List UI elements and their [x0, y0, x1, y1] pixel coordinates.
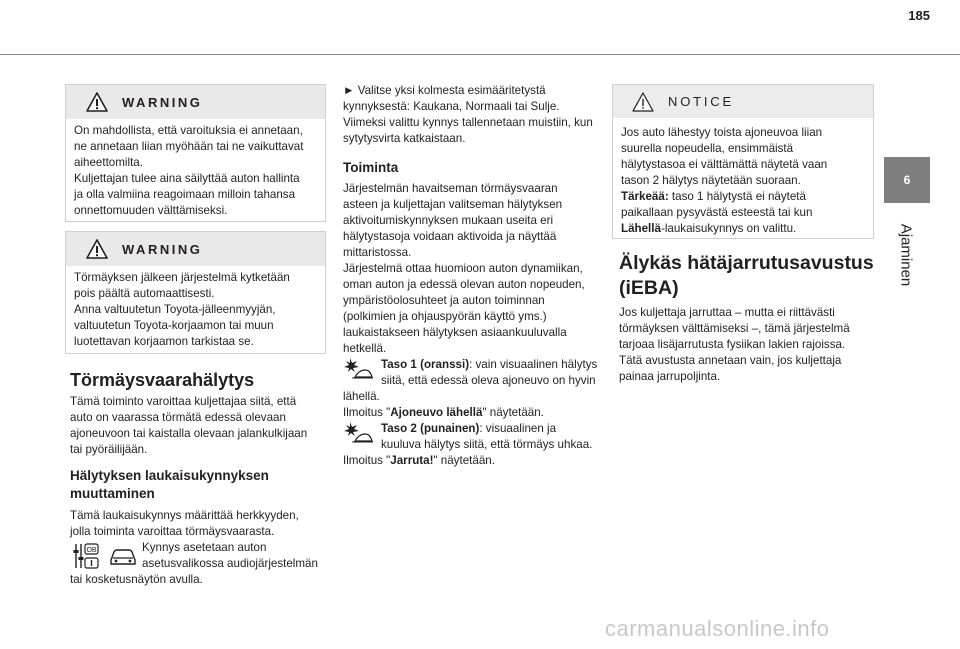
page-number: 185 [908, 8, 930, 23]
notice-heading: NOTICE [668, 94, 734, 109]
collision-warning-icon [343, 357, 373, 379]
notice-header [613, 85, 873, 118]
section-intro: Tämä toiminto varoittaa kuljettajaa siitä, että auto on vaarassa törmätä edessä olevaan ajoneuvoon tai kaistalla olevaan jalankulkijaan tai pyöräilijään. [70, 395, 308, 456]
subsection-title: Hälytyksen laukaisukynnyksen muuttaminen [70, 468, 269, 501]
level-1-description: Taso 1 (oranssi): vain visuaalinen hälytys siitä, että edessä oleva ajoneuvo on hyvin lähellä. Ilmoitus "Ajoneuvo lähellä" näytetään. [343, 358, 598, 419]
middle-column [343, 83, 605, 469]
warning-heading: WARNING [122, 241, 203, 257]
warning-triangle-icon [86, 92, 108, 112]
header-divider [0, 54, 960, 55]
operation-text: Järjestelmän havaitseman törmäysvaaran asteen ja kuljettajan valitseman hälytyksen aktivoitumiskynnyksen mukaan useita eri hälytystasoja voidaan aktivoida ja näyttää mittaristossa. Järjestelmä ottaa huomioon auton dynamiikan, oman auton ja edessä olevan auton nopeuden, ympäristöolosuhteet ja auton toiminnan (polkimien ja ohjauspyörän käyttö yms.) laukaistakseen hälytyksen asiaankuuluvalla hetkellä. [343, 182, 585, 355]
threshold-paragraph: Tämä laukaisukynnys määrittää herkkyyden, jolla toiminta varoittaa törmäysvaarasta. [70, 509, 299, 538]
chapter-tab[interactable]: 6 [884, 157, 930, 203]
warning-header [66, 232, 325, 266]
warning-box-2 [65, 231, 326, 354]
right-column [619, 251, 879, 385]
settings-menu-icon [72, 541, 100, 571]
warning-triangle-icon [86, 239, 108, 259]
left-column [70, 369, 328, 588]
notice-text: Jos auto lähestyy toista ajoneuvoa liian suurella nopeudella, ensimmäistä hälytystasoa ei välttämättä näytetä vaan tason 2 hälytys näytetään suoraan. Tärkeää: taso 1 hälytystä ei näytetä paikallaan pysyvästä esteestä tai kun Lähellä-laukaisukynnys on valittu. [621, 126, 828, 235]
car-icon [108, 546, 138, 568]
collision-alert-icon [343, 421, 373, 443]
chapter-label-text: Ajaminen [897, 223, 915, 287]
section-title: Törmäysvaarahälytys [70, 370, 255, 390]
operation-title: Toiminta [343, 160, 399, 175]
warning-text: On mahdollista, että varoituksia ei annetaan, ne annetaan liian myöhään tai ne vaikuttavat aiheettomilta. Kuljettajan tulee aina säilyttää auton hallinta ja olla valmiina reagoimaan milloin tahansa onnettomuuden välttämiseksi. [74, 124, 304, 217]
notice-box [612, 84, 874, 239]
watermark: carmanualsonline.info [605, 616, 830, 641]
warning-header [66, 85, 325, 119]
warning-text: Törmäyksen jälkeen järjestelmä kytketään pois päältä automaattisesti. Anna valtuutetun Toyota-jälleenmyyjän, valtuutetun Toyota-korjaamon tai muun luotettavan korjaamon tarkistaa se. [74, 271, 290, 348]
chapter-label [881, 215, 931, 295]
notice-triangle-icon [632, 92, 654, 112]
level-2-description: Taso 2 (punainen): visuaalinen ja kuuluva hälytys siitä, että törmäys uhkaa. Ilmoitus "Jarruta!" näytetään. [343, 422, 593, 467]
settings-icons [70, 540, 138, 572]
settings-paragraph: OB Kynnys asetetaan auton asetusvalikossa audiojärjestelmän tai kosketusnäytön avulla. [70, 541, 318, 586]
svg-text:OB: OB [86, 547, 97, 554]
ieba-text: Jos kuljettaja jarruttaa – mutta ei riittävästi törmäyksen välttämiseksi –, tämä järjestelmä tarjoaa lisäjarrutusta fysiikan lakien rajoissa. Tätä avustusta annetaan vain, jos kuljettaja painaa jarrupoljinta. [619, 306, 850, 383]
warning-heading: WARNING [122, 94, 203, 110]
warning-box-1 [65, 84, 326, 222]
section-title-ieba: Älykäs hätäjarrutusavustus (iEBA) [619, 252, 874, 299]
threshold-selection: ► Valitse yksi kolmesta esimääritetystä kynnyksestä: Kaukana, Normaali tai Sulje. Viimeksi valittu kynnys tallennetaan muistiin, kun sytytysvirta katkaistaan. [343, 84, 593, 145]
